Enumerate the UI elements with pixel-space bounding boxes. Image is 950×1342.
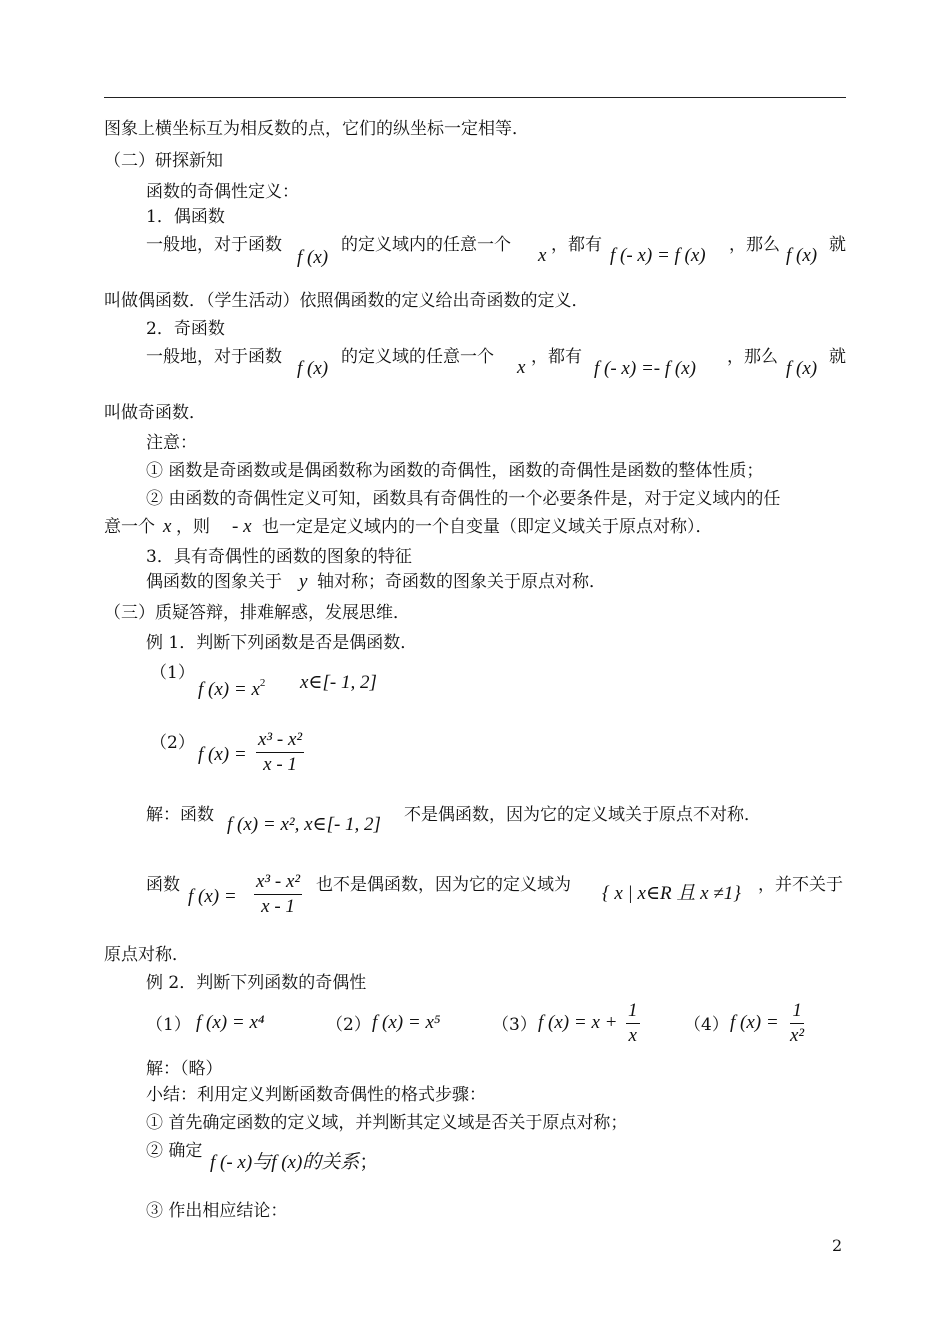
text-line: 注意： [146, 433, 197, 453]
math-ex2-3-lhs: f (x) = x + [538, 1012, 618, 1033]
text-line: ② 由函数的奇偶性定义可知，函数具有奇偶性的一个必要条件是，对于定义域内的任 [146, 489, 781, 509]
text-line: ① 首先确定函数的定义域，并判断其定义域是否关于原点对称； [146, 1113, 628, 1133]
fraction-numerator: x³ - x² [254, 870, 302, 895]
math-relation: f (- x)与f (x)的关系； [210, 1152, 379, 1173]
math-fraction [626, 999, 640, 1048]
text-line: 叫做偶函数．（学生活动）依照偶函数的定义给出奇函数的定义． [104, 291, 589, 311]
text-line: 一般地，对于函数 [146, 347, 282, 367]
math-fx: f (x) [297, 358, 329, 379]
fraction-numerator: 1 [790, 999, 804, 1024]
text-line: 意一个 [104, 517, 155, 537]
text-line: 函数的奇偶性定义： [146, 182, 299, 202]
text-line: 解：函数 [146, 805, 214, 825]
math-x: x [538, 245, 547, 266]
text-line: ，都有 [551, 235, 602, 255]
text-line: ，都有 [531, 347, 582, 367]
text-line: 也不是偶函数，因为它的定义域为 [316, 875, 571, 895]
math-odd-def: f (- x) =- f (x) [594, 358, 696, 379]
text-line: 例 1．判断下列函数是否是偶函数． [146, 633, 418, 653]
text-line: 一般地，对于函数 [146, 235, 282, 255]
math-fx: f (x) [786, 358, 818, 379]
text-line: ② 确定 [146, 1141, 203, 1161]
math-fraction [254, 870, 302, 919]
math-neg-x: - x [232, 516, 252, 537]
math-fraction [790, 999, 804, 1048]
math-x: x [163, 516, 172, 537]
text-line: 图象上横坐标互为相反数的点，它们的纵坐标一定相等． [104, 119, 529, 139]
math-fx: f (x) [297, 247, 329, 268]
math-sol2-lhs: f (x) = [188, 886, 237, 907]
item-label: （1） [150, 663, 195, 683]
subheading: 1．偶函数 [146, 207, 225, 227]
section-heading: （二）研探新知 [104, 151, 223, 171]
text-line: ① 函数是奇函数或是偶函数称为函数的奇偶性，函数的奇偶性是函数的整体性质； [146, 461, 764, 481]
text-line: 小结：利用定义判断函数奇偶性的格式步骤： [146, 1085, 486, 1105]
math-ex2-1: f (x) = x⁴ [196, 1012, 265, 1033]
math-even-def: f (- x) = f (x) [610, 245, 706, 266]
item-label: （4） [684, 1015, 729, 1035]
math-ex1-2-lhs: f (x) = [198, 744, 247, 765]
fraction-numerator: 1 [626, 999, 640, 1024]
text-line: 轴对称；奇函数的图象关于原点对称． [317, 572, 606, 592]
math-fraction [256, 728, 304, 777]
text-line: 偶函数的图象关于 [146, 572, 282, 592]
text-line: ，并不关于 [758, 875, 843, 895]
subheading: 2．奇函数 [146, 319, 225, 339]
item-label: （2） [326, 1015, 371, 1035]
text-line: ，那么 [727, 347, 778, 367]
text-line: 就 [829, 347, 846, 367]
text-line: 的定义域内的任意一个 [341, 235, 511, 255]
fraction-denominator: x - 1 [261, 896, 295, 917]
text-line: 的定义域的任意一个 [341, 347, 494, 367]
fraction-denominator: x [628, 1025, 637, 1046]
fraction-denominator: x² [790, 1025, 805, 1046]
text-line: ③ 作出相应结论： [146, 1201, 288, 1221]
header-rule [104, 97, 846, 98]
text-line: 也一定是定义域内的一个自变量（即定义域关于原点对称）． [262, 517, 713, 537]
text-line: 解：（略） [146, 1059, 223, 1079]
text-line: 原点对称． [104, 945, 189, 965]
math-y: y [299, 571, 308, 592]
math-sol1: f (x) = x², x∈[- 1, 2] [227, 814, 381, 835]
text-line: 叫做奇函数． [104, 403, 206, 423]
math-domain-set: { x | x∈R 且 x ≠1} [602, 883, 741, 904]
item-label: （3） [492, 1015, 537, 1035]
text-line: 不是偶函数，因为它的定义域关于原点不对称． [404, 805, 761, 825]
math-ex1-1: f $(x) = x^2$ [198, 677, 266, 700]
fraction-numerator: x³ - x² [256, 728, 304, 753]
text-line: 就 [829, 235, 846, 255]
math-ex2-4-lhs: f (x) = [730, 1012, 779, 1033]
text-line: ，那么 [729, 235, 780, 255]
text-line: 例 2．判断下列函数的奇偶性 [146, 973, 367, 993]
math-ex1-1-domain: x∈[- 1, 2] [300, 672, 377, 693]
item-label: （1） [146, 1015, 191, 1035]
fraction-denominator: x - 1 [263, 754, 297, 775]
math-ex2-2: f (x) = x⁵ [372, 1012, 441, 1033]
text-line: 函数 [146, 875, 180, 895]
page-number: 2 [832, 1236, 843, 1255]
section-heading: （三）质疑答辩，排难解惑，发展思维． [104, 603, 410, 623]
math-fx: f (x) [786, 245, 818, 266]
subheading: 3．具有奇偶性的函数的图象的特征 [146, 547, 412, 567]
math-x: x [517, 357, 526, 378]
text-line: ，则 [176, 517, 210, 537]
item-label: （2） [150, 733, 195, 753]
